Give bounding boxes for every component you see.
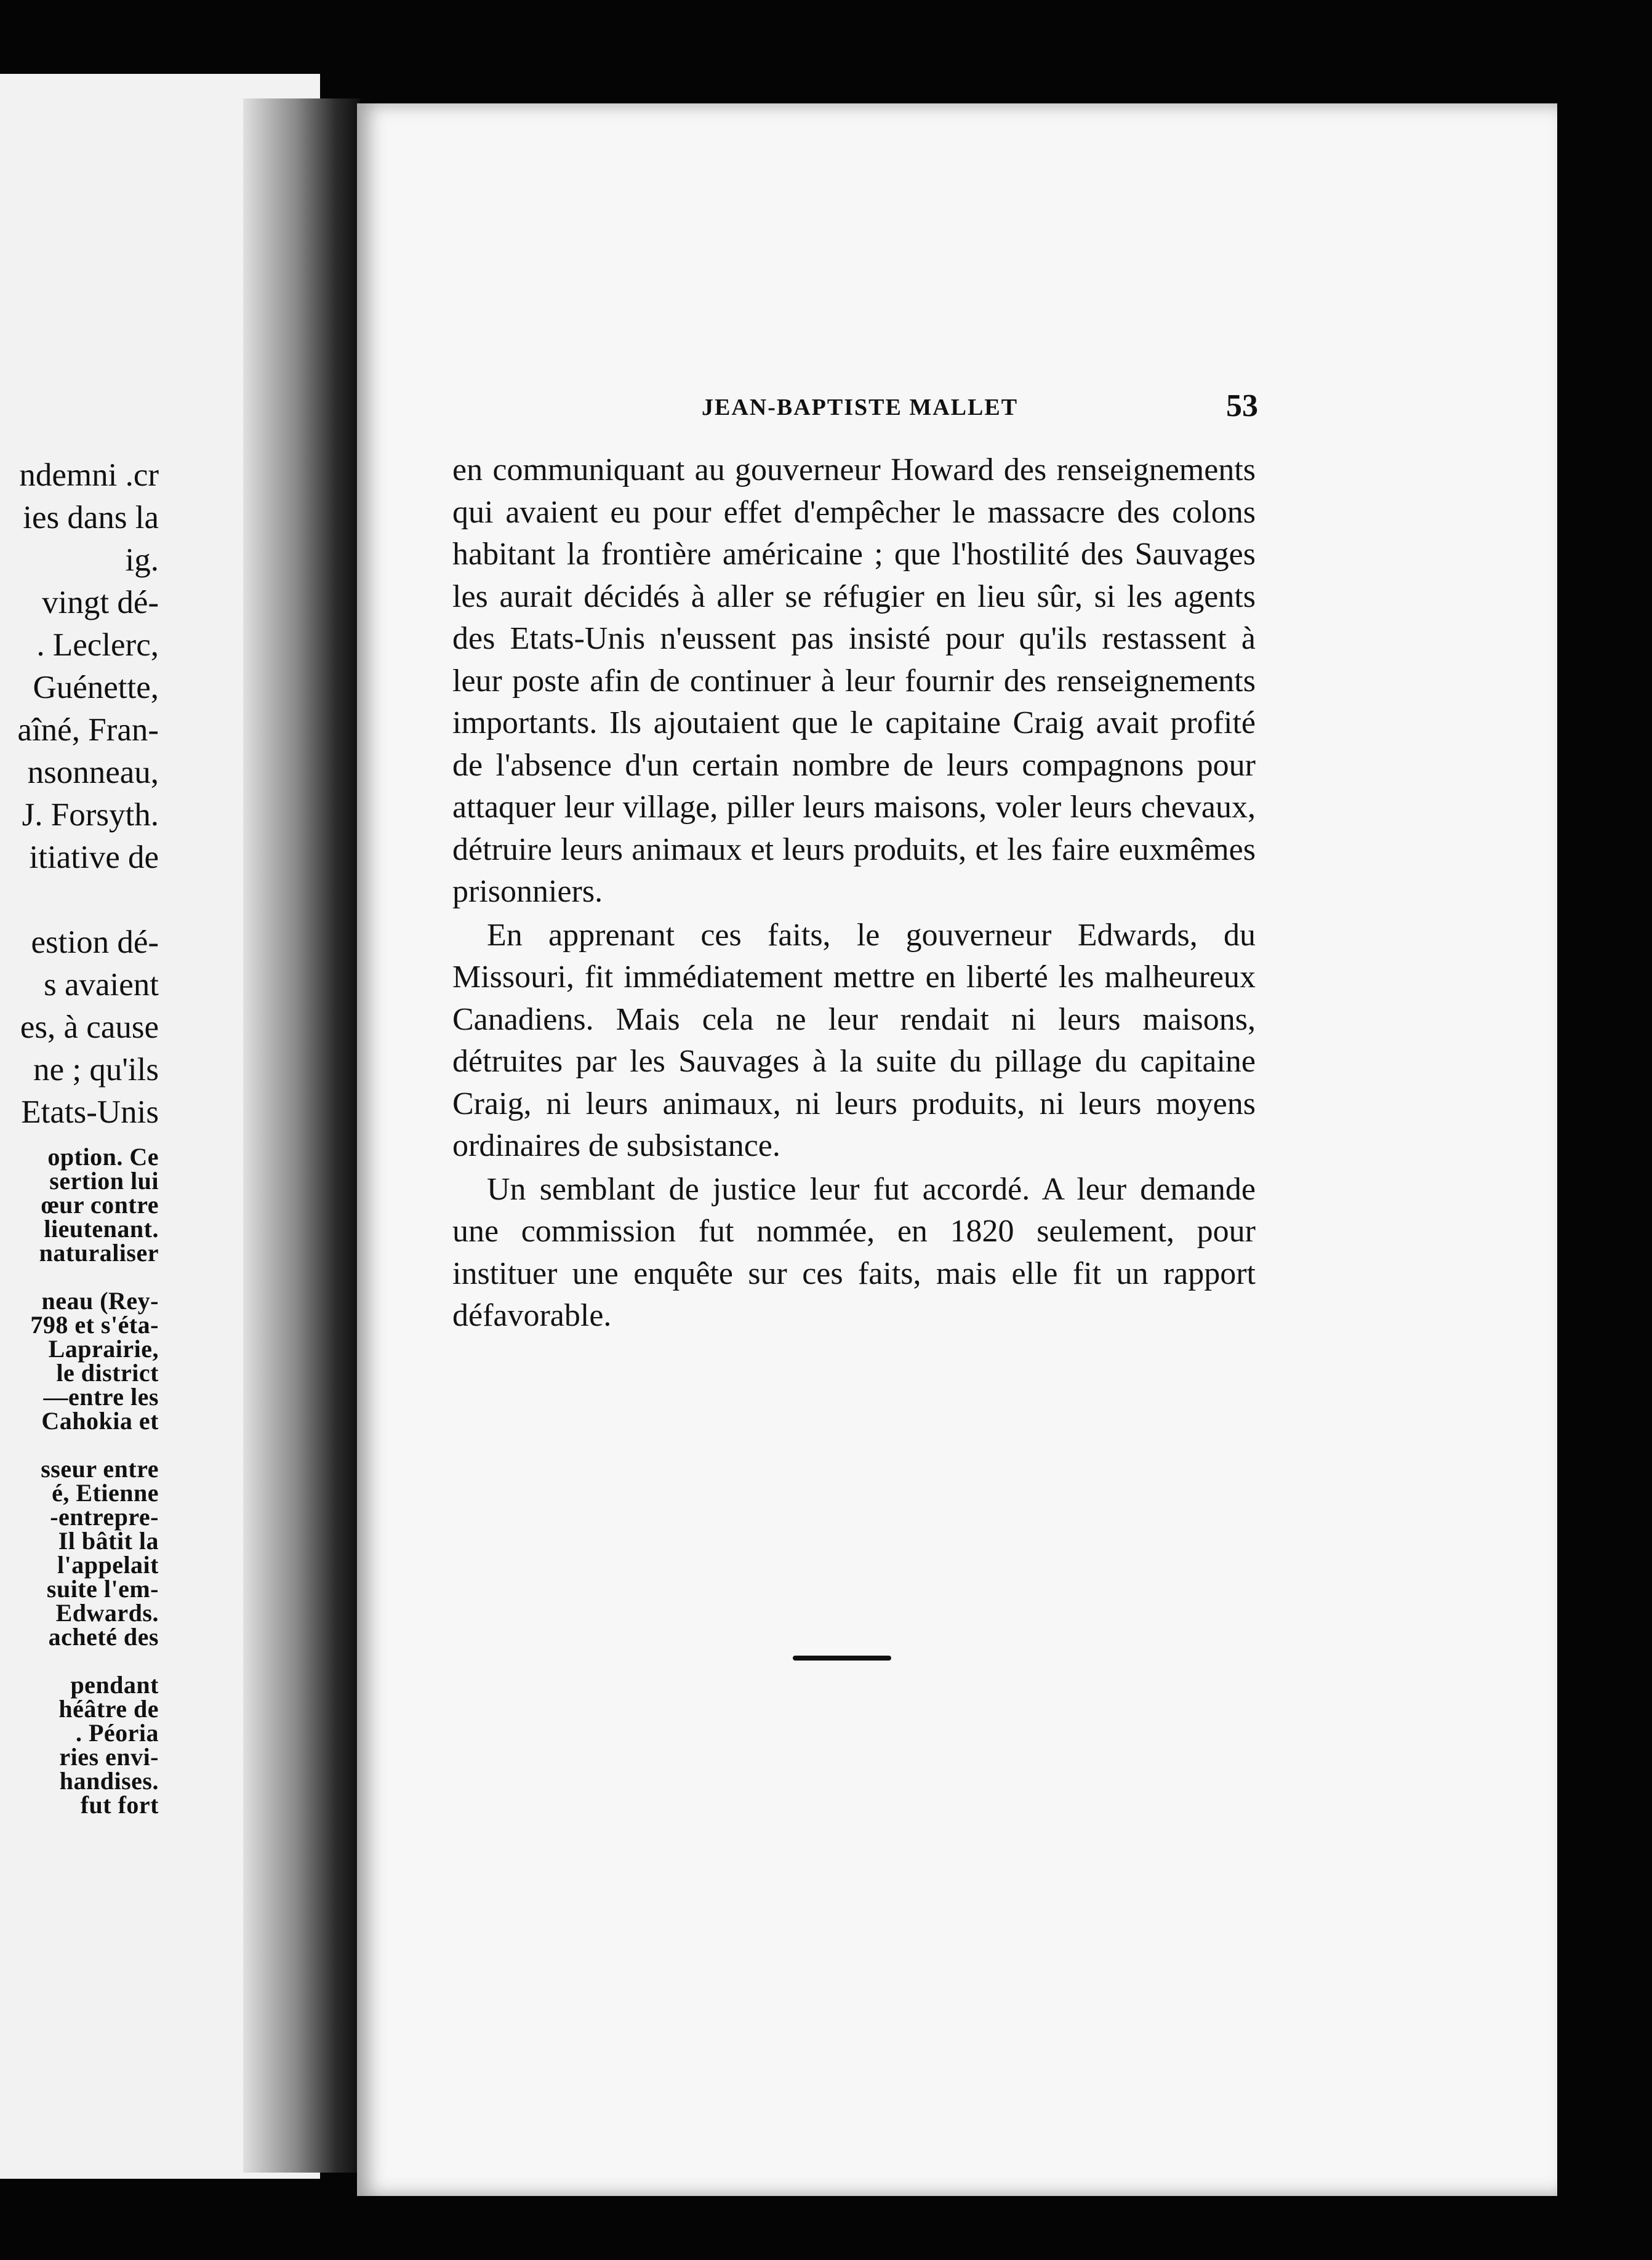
left-page-line: neau (Rey- — [41, 1287, 159, 1315]
left-page-line: . Leclerc, — [36, 627, 159, 663]
left-page-line: œur contre — [41, 1191, 159, 1219]
running-head: JEAN-BAPTISTE MALLET — [702, 395, 1019, 420]
paragraph-2: En apprenant ces faits, le gouverneur Edwards, du Missouri, fit immédiatement mettre en liberté les malheureux Canadiens. Mais cela ne leur rendait ni leurs maisons, détruites par les Sauvages à la suite du pillage du capitaine Craig, ni leurs animaux, ni leurs produits, ni leurs moyens ordinaires de subsistance. — [452, 917, 1256, 1163]
left-page-line: ries envi- — [59, 1743, 159, 1771]
book-gutter — [243, 98, 360, 2173]
left-page-line: handises. — [59, 1767, 159, 1795]
left-page-line: option. Ce — [47, 1145, 159, 1171]
left-page-line: sertion lui — [49, 1167, 159, 1195]
left-page-line: ig. — [125, 542, 159, 578]
left-page-line: ies dans la — [23, 500, 159, 535]
left-page-line: Etats-Unis — [21, 1094, 159, 1130]
left-page-line: ne ; qu'ils — [33, 1052, 159, 1088]
left-page-line: Laprairie, — [48, 1335, 159, 1363]
left-page-line: sseur entre — [41, 1455, 159, 1483]
left-page-line: s avaient — [44, 967, 159, 1003]
page-body — [452, 449, 1256, 1337]
left-page-line: héâtre de — [58, 1695, 159, 1723]
left-page-line: aîné, Fran- — [17, 712, 159, 748]
left-page-line: Guénette, — [33, 670, 159, 705]
left-page-line: nsonneau, — [27, 755, 159, 790]
left-page-line: ndemni .cr — [19, 457, 159, 493]
left-page-line: naturaliser — [39, 1239, 159, 1267]
left-page-line: fut fort — [80, 1791, 159, 1817]
left-page-line: l'appelait — [57, 1551, 159, 1579]
left-page-line: lieutenant. — [44, 1215, 159, 1243]
paragraph-1: en communiquant au gouverneur Howard des renseignements qui avaient eu pour effet d'empêcher le massacre des colons habitant la frontière américaine ; que l'hostilité des Sauvages les aurait décidés à aller se réfugier en lieu sûr, si les agents des Etats-Unis n'eussent pas insisté pour qu'ils restassent à leur poste afin de continuer à leur fournir des renseignements importants. Ils ajoutaient que le capitaine Craig avait profité de l'absence d'un certain nombre de leurs compagnons pour attaquer leur village, piller leurs maisons, voler leurs chevaux, détruire leurs animaux et leurs produits, et les faire euxmêmes prisonniers. — [452, 452, 1256, 909]
left-page-line: Cahokia et — [41, 1407, 159, 1435]
left-page-line: —entre les — [43, 1383, 159, 1411]
left-page-line: J. Forsyth. — [22, 797, 159, 833]
left-page-line: vingt dé- — [42, 585, 159, 620]
left-page-line: . Péoria — [75, 1719, 159, 1747]
page-number: 53 — [1226, 388, 1258, 423]
left-page-line: Il bâtit la — [58, 1527, 159, 1555]
left-page-line: suite l'em- — [46, 1575, 159, 1603]
left-page-line: -entrepre- — [50, 1503, 159, 1531]
left-page-line: 798 et s'éta- — [30, 1311, 159, 1339]
left-page-line: Edwards. — [55, 1599, 159, 1627]
left-page-line: acheté des — [48, 1623, 159, 1651]
left-page-line: itiative de — [29, 839, 159, 875]
left-page-line: le district — [56, 1359, 159, 1387]
paragraph-3: Un semblant de justice leur fut accordé. A leur demande une commission fut nommée, en 1820 seulement, pour instituer une enquête sur ces faits, mais elle fit un rapport défavorable. — [452, 1171, 1256, 1333]
left-page-line: estion dé- — [31, 924, 159, 960]
section-end-rule — [793, 1656, 891, 1661]
left-page-line: pendant — [70, 1671, 159, 1699]
left-page-line: es, à cause — [20, 1009, 159, 1045]
left-page-line: é, Etienne — [52, 1479, 159, 1507]
